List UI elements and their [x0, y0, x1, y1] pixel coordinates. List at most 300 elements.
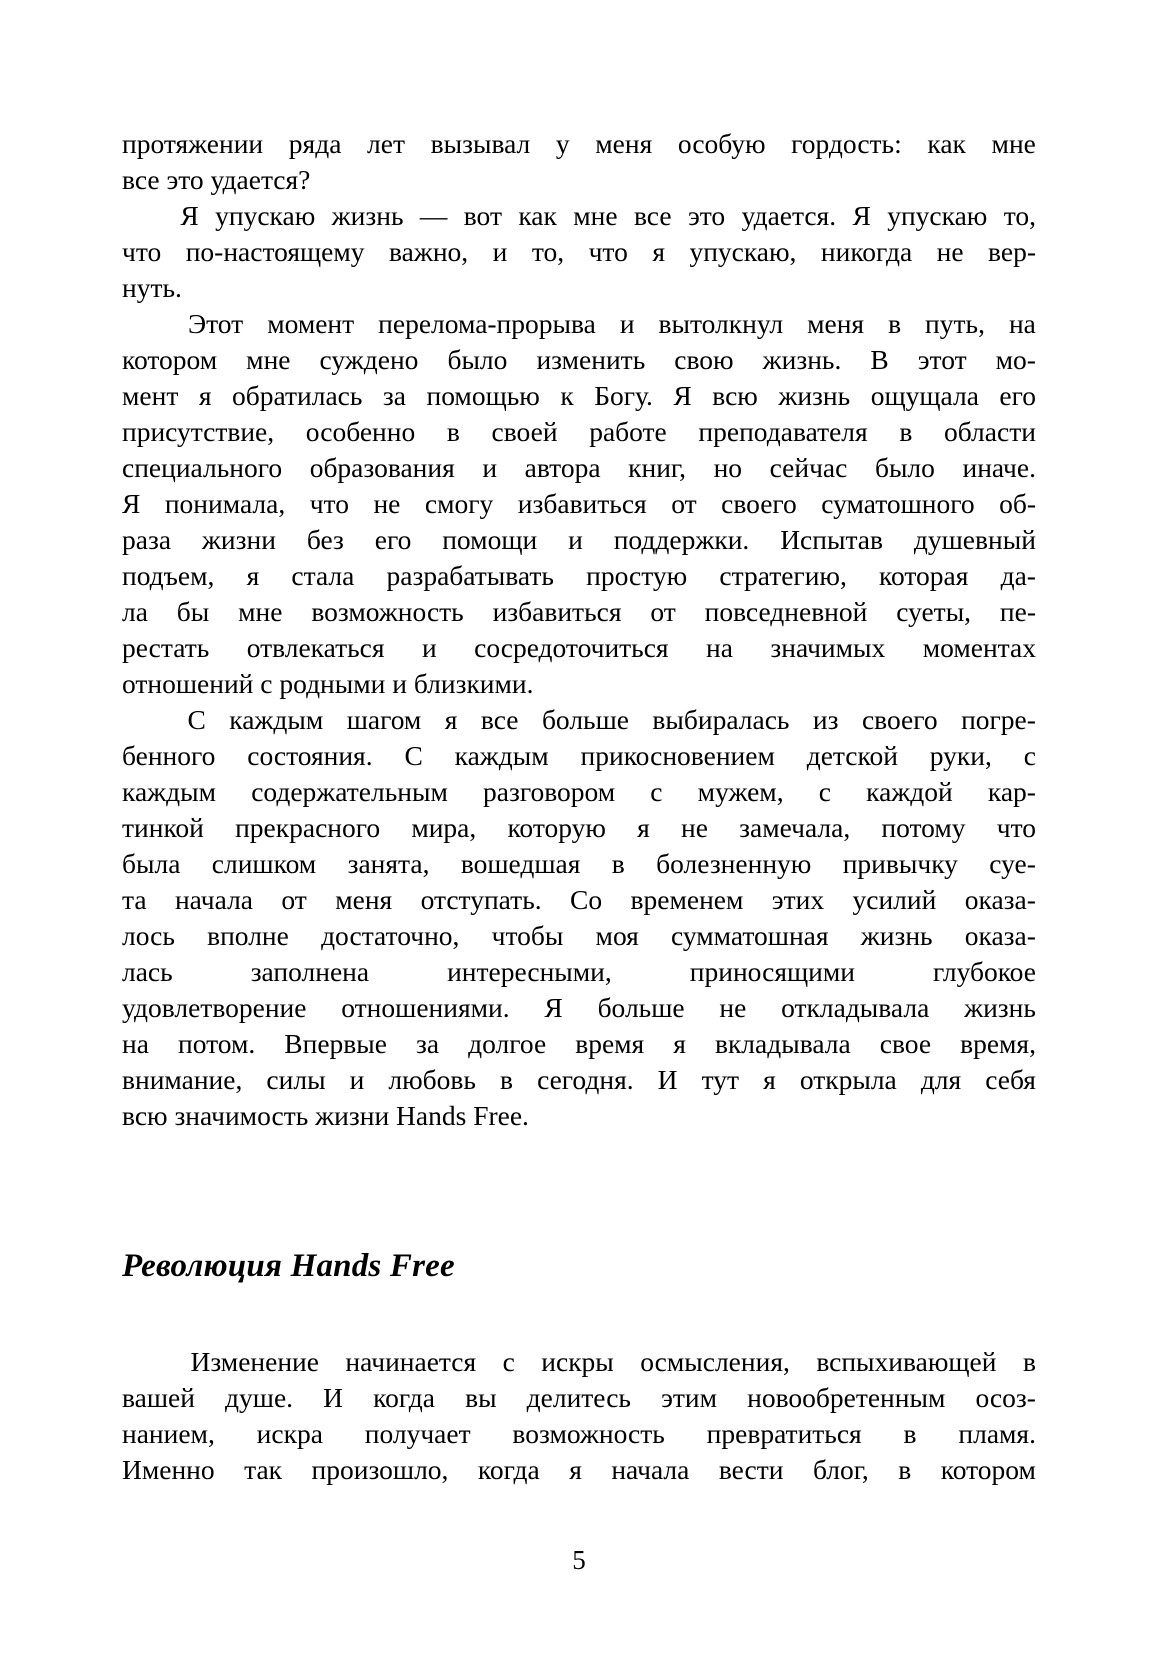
word: каждым [229, 704, 324, 735]
word: каждым [454, 740, 549, 771]
word: свою [674, 344, 734, 375]
word: так [244, 1454, 283, 1485]
word: прекрасного [235, 812, 381, 843]
word: состояния. [247, 740, 373, 771]
word: интересными, [447, 956, 612, 987]
text-line [122, 378, 1036, 414]
word: значимых [770, 632, 886, 663]
word: жизнь [964, 992, 1036, 1023]
word: С [187, 704, 206, 735]
word: время [575, 1028, 645, 1059]
word: которая [879, 560, 969, 591]
word: Я [180, 200, 199, 231]
word: я [763, 1064, 776, 1095]
word: отвлекаться [246, 632, 385, 663]
word: на [122, 1028, 149, 1059]
word: не [680, 812, 708, 843]
word: вошедшая [460, 848, 581, 879]
word: своей [491, 416, 558, 447]
word: да- [1000, 560, 1036, 591]
word: нанием, [122, 1418, 215, 1449]
word: в [898, 1454, 912, 1485]
word: удовлетворение [122, 992, 307, 1023]
text-line [122, 954, 1036, 990]
word: автора [524, 452, 601, 483]
word: больше [597, 992, 685, 1023]
text-line [122, 306, 1036, 342]
word: повседневной [704, 596, 868, 627]
word: моя [595, 920, 639, 951]
word: Я [122, 488, 141, 519]
word: вполне [207, 920, 289, 951]
word: с [650, 776, 663, 807]
word: каждой [866, 776, 953, 807]
paragraph [122, 198, 1036, 306]
word: суеты, [896, 596, 972, 627]
word: отношениями. [341, 992, 510, 1023]
text-line [122, 666, 1036, 702]
word: заполнена [250, 956, 370, 987]
word: к [560, 380, 574, 411]
word: для [920, 1064, 962, 1095]
word: суматошного [821, 488, 975, 519]
word: что [588, 236, 628, 267]
word: раза [122, 524, 172, 555]
word: бы [176, 596, 210, 627]
word: книг, [628, 452, 686, 483]
word: все [480, 704, 519, 735]
word: я [246, 560, 260, 591]
word: ла [122, 596, 148, 627]
word: и [421, 632, 437, 663]
word: то, [1003, 200, 1036, 231]
word: было [447, 344, 508, 375]
word: вспыхивающей [816, 1346, 997, 1377]
word: ощущала [870, 380, 979, 411]
word: осоз- [975, 1382, 1036, 1413]
word: гордость: [791, 128, 902, 159]
word: потому [881, 812, 966, 843]
word: душевный [913, 524, 1036, 555]
word: шагом [346, 704, 422, 735]
word: все это удается? [122, 164, 311, 195]
word: оказа- [964, 884, 1036, 915]
word: его [374, 524, 412, 555]
word: удается. [741, 200, 837, 231]
word: области [944, 416, 1036, 447]
word: из [812, 704, 839, 735]
word: с [1023, 740, 1036, 771]
word: мира, [411, 812, 477, 843]
word: мо- [995, 344, 1036, 375]
word: в [1022, 1346, 1036, 1377]
word: упускаю, [689, 236, 797, 267]
word: у [555, 128, 570, 159]
word: оказа- [964, 920, 1036, 951]
word: вер- [988, 236, 1036, 267]
text-line [122, 414, 1036, 450]
word: откладывала [781, 992, 930, 1023]
word: без [306, 524, 344, 555]
word: в [611, 848, 625, 879]
word: избавиться [492, 596, 622, 627]
word: не [936, 236, 964, 267]
word: помощью [426, 380, 540, 411]
word: Испытав [780, 524, 883, 555]
word: я [673, 1028, 686, 1059]
word: особенно [305, 416, 416, 447]
word: была [122, 848, 181, 879]
word: вашей [122, 1382, 195, 1413]
text-line [122, 342, 1036, 378]
word: жизнь [331, 200, 404, 231]
word: котором [122, 344, 218, 375]
word: иначе. [962, 452, 1036, 483]
word: — [419, 200, 448, 231]
word: и [349, 1064, 365, 1095]
word: от [281, 884, 307, 915]
word: отступать. [420, 884, 542, 915]
word: мне [246, 344, 291, 375]
word: Со [570, 884, 603, 915]
word: силы [266, 1064, 326, 1095]
word: новообретенным [747, 1382, 946, 1413]
word: но [713, 452, 743, 483]
word: начала [174, 884, 253, 915]
word: не [373, 488, 401, 519]
word: получает [364, 1418, 471, 1449]
text-line [122, 522, 1036, 558]
text-line [122, 774, 1036, 810]
word: искры [541, 1346, 614, 1377]
word: об- [999, 488, 1036, 519]
word: любовь [388, 1064, 476, 1095]
text-line [122, 234, 1036, 270]
word: мне [238, 596, 283, 627]
word: временем [630, 884, 744, 915]
word: простую [586, 560, 688, 591]
word: блог, [812, 1454, 869, 1485]
word: меня [335, 884, 393, 915]
word: пламя. [958, 1418, 1036, 1449]
word: усилий [852, 884, 937, 915]
word: вытолкнул [658, 308, 784, 339]
word: мне [573, 200, 618, 231]
word: делитесь [526, 1382, 631, 1413]
word: своего [861, 704, 938, 735]
word: слишком [211, 848, 317, 879]
word: суждено [319, 344, 419, 375]
word: мне [991, 128, 1036, 159]
word: чтобы [491, 920, 564, 951]
word: я [198, 380, 212, 411]
word: изменить [536, 344, 646, 375]
text-line [122, 846, 1036, 882]
text-line [122, 1452, 1036, 1488]
word: произошло, [311, 1454, 449, 1485]
word: то, [531, 236, 565, 267]
word: тинкой [122, 812, 204, 843]
word: ряда [288, 128, 342, 159]
word: кар- [987, 776, 1036, 807]
word: себя [985, 1064, 1036, 1095]
word: погре- [961, 704, 1036, 735]
word: и [619, 308, 635, 339]
word: всю [712, 380, 758, 411]
word: моментах [922, 632, 1036, 663]
word: упускаю [215, 200, 316, 231]
word: все [633, 200, 672, 231]
word: Этот [187, 308, 244, 339]
word: та [122, 884, 147, 915]
word: Я [852, 200, 871, 231]
word: приносящими [689, 956, 855, 987]
text-line [122, 918, 1036, 954]
word: замечала, [739, 812, 851, 843]
word: Я [673, 380, 692, 411]
word: Изменение [190, 1346, 319, 1377]
word: что [309, 488, 349, 519]
word: этим [661, 1382, 718, 1413]
word: на [1008, 308, 1036, 339]
word: возможность [311, 596, 464, 627]
text-line [122, 882, 1036, 918]
text-line [122, 630, 1036, 666]
text-line [122, 594, 1036, 630]
word: разговором [483, 776, 616, 807]
word: сосредоточиться [474, 632, 669, 663]
word: работе [589, 416, 667, 447]
word: с [502, 1346, 515, 1377]
paragraph [122, 306, 1036, 702]
word: в [899, 416, 913, 447]
word: прикосновением [580, 740, 775, 771]
word: начала [611, 1454, 690, 1485]
word: Впервые [284, 1028, 387, 1059]
word: лось [122, 920, 175, 951]
text-line [122, 1416, 1036, 1452]
word: подъем, [122, 560, 215, 591]
word: выбиралась [652, 704, 790, 735]
word: что [122, 236, 162, 267]
text-line [122, 1380, 1036, 1416]
word: вот [463, 200, 502, 231]
word: присутствие, [122, 416, 275, 447]
text-line [122, 270, 1036, 306]
word: больше [541, 704, 629, 735]
word: упускаю [887, 200, 988, 231]
word: долгое [468, 1028, 547, 1059]
paragraph [122, 1344, 1036, 1488]
word: вы [465, 1382, 497, 1413]
word: и [482, 452, 498, 483]
word: стала [291, 560, 355, 591]
word: суе- [989, 848, 1036, 879]
word: путь, [925, 308, 985, 339]
section-heading: Революция Hands Free [122, 1248, 455, 1284]
body-text [122, 126, 1036, 1488]
text-line [122, 1062, 1036, 1098]
text-line [122, 702, 1036, 738]
word: с [818, 776, 831, 807]
word: меня [595, 128, 653, 159]
word: искра [256, 1418, 323, 1449]
word: потом. [177, 1028, 256, 1059]
word: и [492, 236, 508, 267]
text-line [122, 1026, 1036, 1062]
word: вызывал [430, 128, 531, 159]
word: которую [507, 812, 606, 843]
word: Именно [122, 1454, 215, 1485]
word: содержательным [251, 776, 448, 807]
word: детской [806, 740, 898, 771]
word: занята, [347, 848, 430, 879]
word: преподавателя [698, 416, 868, 447]
word: было [874, 452, 935, 483]
word: этот [917, 344, 967, 375]
word: тут [701, 1064, 740, 1095]
word: и [568, 524, 583, 555]
word: в [888, 308, 902, 339]
text-line [122, 162, 1036, 198]
word: избавиться [517, 488, 647, 519]
word: лет [367, 128, 405, 159]
word: открыла [799, 1064, 897, 1095]
word: руки, [929, 740, 992, 771]
word: сегодня. [537, 1064, 634, 1095]
word: на [706, 632, 733, 663]
text-line [122, 558, 1036, 594]
word: жизни [201, 524, 276, 555]
word: помощи [442, 524, 538, 555]
word: в [903, 1418, 917, 1449]
word: С [404, 740, 423, 771]
text-line [122, 1098, 1036, 1134]
word: как [927, 128, 966, 159]
word: меня [807, 308, 865, 339]
word: свое [879, 1028, 932, 1059]
word: перелома-прорыва [378, 308, 596, 339]
word: время, [960, 1028, 1036, 1059]
word: котором [940, 1454, 1036, 1485]
word: никогда [820, 236, 913, 267]
word: вести [718, 1454, 784, 1485]
page-number: 5 [572, 1545, 586, 1575]
word: обратилась [232, 380, 363, 411]
word: возможность [512, 1418, 665, 1449]
word: понимала, [164, 488, 286, 519]
word: своего [721, 488, 797, 519]
word: привычку [842, 848, 958, 879]
word: момент [267, 308, 355, 339]
word: от [650, 596, 676, 627]
word: глубокое [932, 956, 1036, 987]
word: Богу. [594, 380, 653, 411]
word: образования [309, 452, 455, 483]
text-line [122, 198, 1036, 234]
word: от [671, 488, 697, 519]
word: разрабатывать [386, 560, 554, 591]
paragraph [122, 126, 1036, 198]
text-line [122, 738, 1036, 774]
text-line [122, 990, 1036, 1026]
heading-space-below [122, 1286, 1036, 1344]
word: Я [544, 992, 563, 1023]
word: как [518, 200, 557, 231]
word: вкладывала [714, 1028, 851, 1059]
word: в [500, 1064, 513, 1095]
word: когда [477, 1454, 540, 1485]
paragraph [122, 702, 1036, 1134]
word: за [382, 380, 406, 411]
word: в [446, 416, 460, 447]
word: отношений с родными и близкими. [122, 668, 534, 699]
word: И [323, 1382, 344, 1413]
word: начинается [345, 1346, 477, 1377]
word: мент [122, 380, 179, 411]
heading-space-above [122, 1134, 1036, 1246]
word: жизнь [778, 380, 851, 411]
word: осмысления, [640, 1346, 790, 1377]
word: сумматошная [671, 920, 829, 951]
word: душе. [225, 1382, 294, 1413]
word: жизнь. [762, 344, 842, 375]
word: когда [373, 1382, 435, 1413]
word: В [870, 344, 889, 375]
word: жизнь [860, 920, 933, 951]
word: достаточно, [321, 920, 460, 951]
word: его [999, 380, 1036, 411]
word: я [652, 236, 665, 267]
word: что [996, 812, 1036, 843]
text-line [122, 1344, 1036, 1380]
word: этих [771, 884, 825, 915]
word: И [657, 1064, 678, 1095]
word: я [444, 704, 458, 735]
word: это [687, 200, 726, 231]
text-line [122, 450, 1036, 486]
word: каждым [122, 776, 217, 807]
word: болезненную [656, 848, 812, 879]
word: бенного [122, 740, 216, 771]
word: по-настоящему [185, 236, 365, 267]
text-line [122, 810, 1036, 846]
text-line [122, 486, 1036, 522]
page-text-column [122, 126, 1036, 1488]
word: превратиться [706, 1418, 862, 1449]
word: лась [122, 956, 173, 987]
word: стратегию, [719, 560, 847, 591]
word: особую [677, 128, 766, 159]
word: за [416, 1028, 440, 1059]
word: сейчас [769, 452, 848, 483]
word: я [637, 812, 650, 843]
word: важно, [389, 236, 469, 267]
word: всю значимость жизни Hands Free. [122, 1100, 529, 1131]
word: смогу [424, 488, 494, 519]
word: специального [122, 452, 283, 483]
word: нуть. [122, 272, 182, 303]
text-line [122, 126, 1036, 162]
word: поддержки. [613, 524, 750, 555]
word: мужем, [697, 776, 784, 807]
word: внимание, [122, 1064, 243, 1095]
word: протяжении [122, 128, 264, 159]
word: пе- [999, 596, 1036, 627]
word: я [569, 1454, 582, 1485]
word: рестать [122, 632, 210, 663]
word: не [719, 992, 747, 1023]
